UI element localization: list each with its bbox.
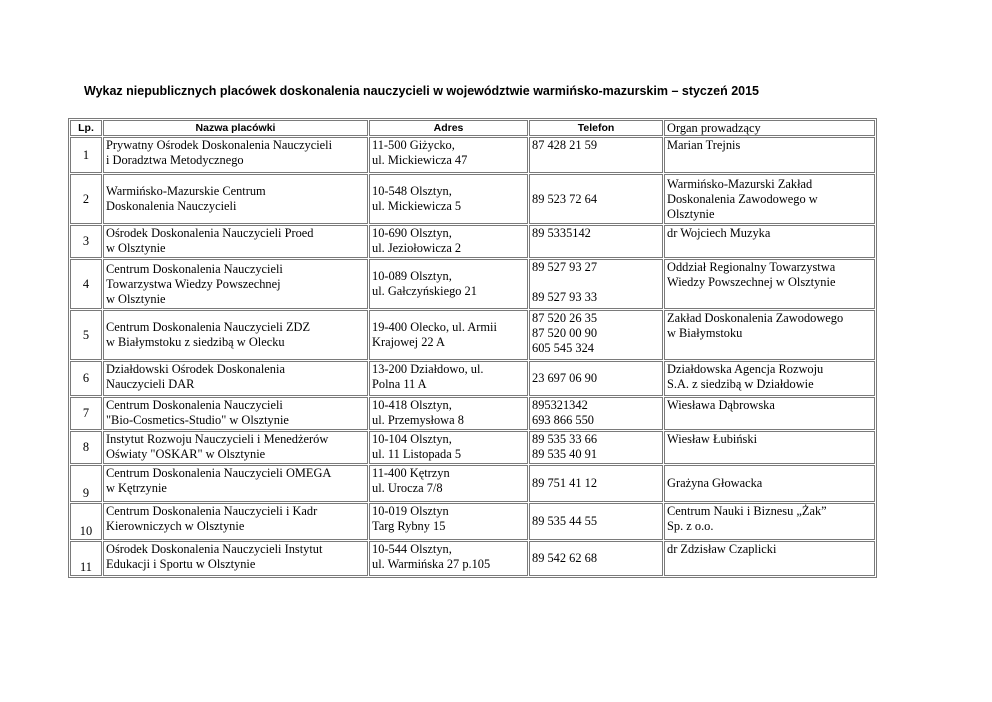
cell-name: [103, 174, 368, 224]
cell-organ: [664, 465, 875, 502]
cell-organ-line: S.A. z siedzibą w Działdowie: [667, 377, 814, 391]
cell-name-line: w Olsztynie: [106, 291, 166, 306]
cell-address-line: 10-104 Olsztyn,: [372, 432, 452, 446]
cell-phone-line: 89 5335142: [532, 226, 591, 240]
cell-lp: 11: [70, 541, 102, 576]
cell-organ: [664, 259, 875, 309]
cell-organ-line: Centrum Nauki i Biznesu „Żak”: [667, 504, 827, 518]
cell-name-line: Ośrodek Doskonalenia Nauczycieli Proed: [106, 226, 314, 240]
cell-name: [103, 310, 368, 360]
table-row: [70, 361, 875, 396]
cell-name-line: Ośrodek Doskonalenia Nauczycieli Instytut: [106, 542, 323, 556]
header-row: [70, 120, 875, 136]
table-row: [70, 503, 875, 540]
cell-organ-line: dr Zdzisław Czaplicki: [667, 542, 777, 556]
cell-address-line: Polna 11 A: [372, 377, 427, 391]
cell-organ-line: w Białymstoku: [667, 326, 743, 340]
cell-address: [369, 431, 528, 464]
cell-address: [369, 259, 528, 309]
cell-name: [103, 397, 368, 430]
cell-name: [103, 431, 368, 464]
cell-lp: 7: [70, 397, 102, 430]
cell-organ: [664, 174, 875, 224]
cell-organ-line: Oddział Regionalny Towarzystwa: [667, 260, 836, 274]
table-row: [70, 225, 875, 258]
cell-name-line: Centrum Doskonalenia Nauczycieli: [106, 261, 283, 276]
cell-phone: [529, 431, 663, 464]
cell-phone: [529, 259, 663, 309]
cell-phone-line: 89 527 93 33: [532, 290, 598, 304]
cell-phone: [529, 310, 663, 360]
cell-lp: 2: [70, 174, 102, 224]
cell-phone: [529, 541, 663, 576]
cell-name-line: Instytut Rozwoju Nauczycieli i Menedżerów: [106, 432, 329, 446]
cell-address: [369, 465, 528, 502]
institutions-table: [68, 118, 877, 578]
cell-address: [369, 174, 528, 224]
cell-lp: 10: [70, 503, 102, 540]
cell-organ: [664, 503, 875, 540]
cell-phone-line: 89 523 72 64: [532, 191, 598, 206]
cell-name-line: Centrum Doskonalenia Nauczycieli OMEGA: [106, 466, 332, 480]
cell-lp: 4: [70, 259, 102, 309]
cell-name-line: "Bio-Cosmetics-Studio" w Olsztynie: [106, 413, 289, 427]
cell-lp: 9: [70, 465, 102, 502]
cell-name-line: Centrum Doskonalenia Nauczycieli: [106, 398, 283, 412]
cell-lp: 8: [70, 431, 102, 464]
cell-address-line: ul. Warmińska 27 p.105: [372, 557, 491, 571]
cell-address: [369, 541, 528, 576]
cell-phone: [529, 503, 663, 540]
institutions-table-wrapper: [68, 118, 877, 578]
cell-lp: 6: [70, 361, 102, 396]
cell-address-line: 19-400 Olecko, ul. Armii: [372, 320, 497, 334]
cell-name-line: w Białymstoku z siedzibą w Olecku: [106, 335, 285, 349]
cell-phone-line: 693 866 550: [532, 413, 594, 427]
cell-phone-line: 605 545 324: [532, 341, 594, 355]
cell-address-line: Targ Rybny 15: [372, 519, 446, 533]
cell-name-line: Prywatny Ośrodek Doskonalenia Nauczycieli: [106, 138, 333, 152]
cell-name: [103, 361, 368, 396]
cell-phone-line: 89 751 41 12: [532, 476, 598, 490]
cell-address-line: 10-690 Olsztyn,: [372, 226, 452, 240]
cell-organ-line: Wiesław Łubiński: [667, 432, 758, 446]
cell-name-line: w Kętrzynie: [106, 481, 167, 495]
cell-organ: [664, 310, 875, 360]
cell-name-line: Kierowniczych w Olsztynie: [106, 519, 245, 533]
cell-organ: [664, 431, 875, 464]
cell-organ: [664, 137, 875, 173]
cell-phone-line: 895321342: [532, 398, 588, 412]
cell-phone-line: 87 520 00 90: [532, 326, 598, 340]
header-name: Nazwa placówki: [103, 120, 368, 136]
document-title: Wykaz niepublicznych placówek doskonalenia nauczycieli w województwie warmińsko-mazurskim – styczeń 2015: [84, 84, 759, 98]
cell-name-line: Oświaty "OSKAR" w Olsztynie: [106, 447, 266, 461]
table-row: [70, 397, 875, 430]
cell-name: [103, 465, 368, 502]
cell-address: [369, 310, 528, 360]
table-row: [70, 137, 875, 173]
cell-organ-line: Doskonalenia Zawodowego w: [667, 191, 818, 206]
cell-phone-line: 23 697 06 90: [532, 371, 598, 385]
cell-phone: [529, 225, 663, 258]
cell-phone-line: 87 520 26 35: [532, 311, 598, 325]
cell-phone-line: 89 535 40 91: [532, 447, 598, 461]
cell-phone: [529, 465, 663, 502]
cell-phone: [529, 137, 663, 173]
cell-address-line: ul. Gałczyńskiego 21: [372, 284, 477, 298]
header-organ: Organ prowadzący: [664, 120, 875, 136]
cell-organ: [664, 361, 875, 396]
cell-lp: 3: [70, 225, 102, 258]
cell-name-line: Edukacji i Sportu w Olsztynie: [106, 557, 256, 571]
cell-address-line: 13-200 Działdowo, ul.: [372, 362, 484, 376]
cell-organ-line: Działdowska Agencja Rozwoju: [667, 362, 824, 376]
cell-name-line: Doskonalenia Nauczycieli: [106, 199, 237, 213]
cell-address-line: 10-418 Olsztyn,: [372, 398, 452, 412]
cell-name: [103, 541, 368, 576]
table-row: [70, 465, 875, 502]
header-lp: Lp.: [70, 120, 102, 136]
cell-address-line: ul. Urocza 7/8: [372, 481, 443, 495]
cell-phone-line: 89 535 33 66: [532, 432, 598, 446]
cell-organ-line: Wiesława Dąbrowska: [667, 398, 775, 412]
cell-address-line: ul. Mickiewicza 47: [372, 153, 468, 167]
cell-phone-line: 89 535 44 55: [532, 514, 598, 528]
cell-address-line: ul. Mickiewicza 5: [372, 199, 462, 213]
cell-lp: 1: [70, 137, 102, 173]
cell-phone-line: 87 428 21 59: [532, 138, 598, 152]
cell-name-line: Działdowski Ośrodek Doskonalenia: [106, 362, 285, 376]
cell-name-line: i Doradztwa Metodycznego: [106, 153, 244, 167]
cell-address: [369, 137, 528, 173]
cell-organ-line: Wiedzy Powszechnej w Olsztynie: [667, 275, 836, 289]
cell-address-line: ul. Przemysłowa 8: [372, 413, 464, 427]
cell-address: [369, 503, 528, 540]
cell-organ: [664, 225, 875, 258]
table-row: [70, 431, 875, 464]
cell-name-line: Towarzystwa Wiedzy Powszechnej: [106, 276, 281, 291]
cell-address: [369, 397, 528, 430]
cell-address-line: 11-400 Kętrzyn: [372, 466, 450, 480]
cell-address: [369, 361, 528, 396]
cell-address-line: ul. Jeziołowicza 2: [372, 241, 462, 255]
table-row: [70, 310, 875, 360]
cell-phone: [529, 397, 663, 430]
cell-organ-line: dr Wojciech Muzyka: [667, 226, 771, 240]
cell-phone: [529, 174, 663, 224]
cell-organ-line: Sp. z o.o.: [667, 519, 714, 533]
cell-name-line: Centrum Doskonalenia Nauczycieli ZDZ: [106, 320, 311, 334]
cell-name-line: w Olsztynie: [106, 241, 166, 255]
cell-organ: [664, 397, 875, 430]
cell-phone-line: 89 527 93 27: [532, 260, 598, 274]
cell-lp: 5: [70, 310, 102, 360]
cell-address-line: Krajowej 22 A: [372, 335, 445, 349]
header-phone: Telefon: [529, 120, 663, 136]
cell-name-line: Centrum Doskonalenia Nauczycieli i Kadr: [106, 504, 318, 518]
cell-organ-line: Marian Trejnis: [667, 138, 741, 152]
cell-name: [103, 503, 368, 540]
cell-address: [369, 225, 528, 258]
cell-organ-line: Warmińsko-Mazurski Zakład: [667, 176, 813, 191]
cell-organ-line: Zakład Doskonalenia Zawodowego: [667, 311, 844, 325]
cell-name-line: Nauczycieli DAR: [106, 377, 195, 391]
cell-name: [103, 225, 368, 258]
cell-address-line: ul. 11 Listopada 5: [372, 447, 462, 461]
cell-phone-line: 89 542 62 68: [532, 551, 598, 565]
cell-phone: [529, 361, 663, 396]
cell-name: [103, 137, 368, 173]
table-row: [70, 541, 875, 576]
cell-address-line: 10-544 Olsztyn,: [372, 542, 452, 556]
cell-address-line: 10-548 Olsztyn,: [372, 184, 452, 198]
header-address: Adres: [369, 120, 528, 136]
cell-organ: [664, 541, 875, 576]
cell-organ-line: Olsztynie: [667, 206, 715, 221]
cell-address-line: 10-089 Olsztyn,: [372, 269, 452, 283]
cell-address-line: 10-019 Olsztyn: [372, 504, 449, 518]
cell-organ-line: Grażyna Głowacka: [667, 476, 763, 490]
table-row: [70, 259, 875, 309]
table-row: [70, 174, 875, 224]
table-body: [70, 137, 875, 576]
cell-address-line: 11-500 Giżycko,: [372, 138, 455, 152]
cell-name-line: Warmińsko-Mazurskie Centrum: [106, 184, 266, 198]
cell-name: [103, 259, 368, 309]
